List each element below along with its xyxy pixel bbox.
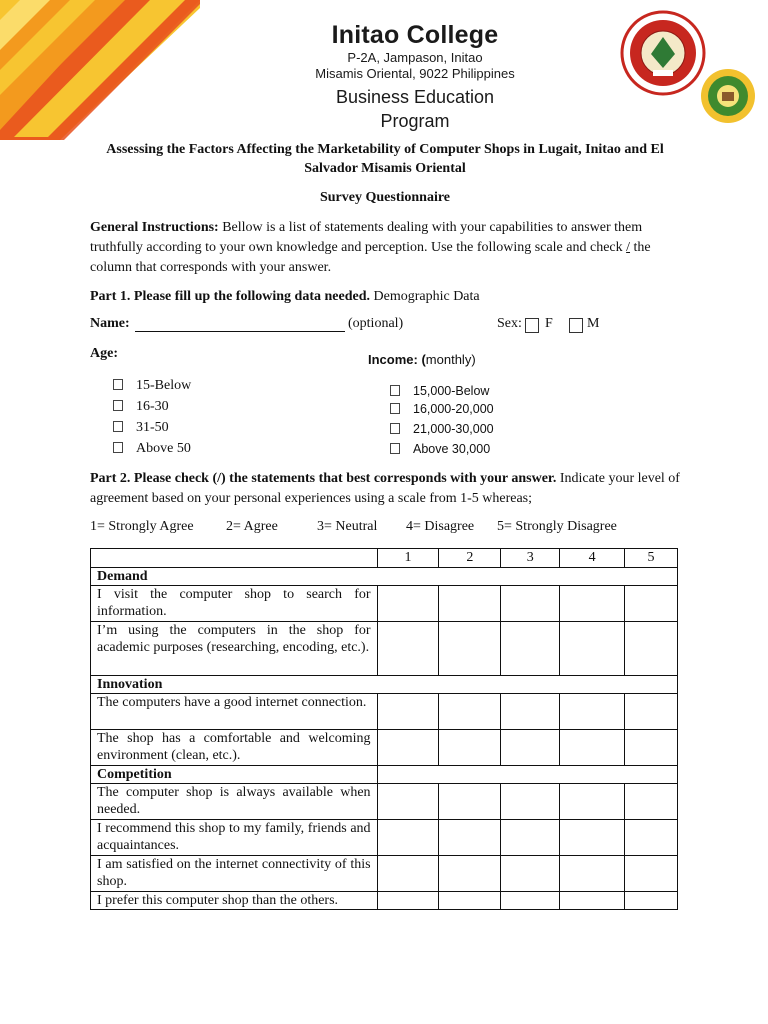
age-option-label: 31-50 [136,420,169,435]
answer-cell[interactable] [501,694,560,730]
table-row [91,730,678,766]
answer-cell[interactable] [625,856,678,892]
college-header [300,20,530,133]
answer-cell[interactable] [439,856,501,892]
income-option[interactable] [390,419,494,439]
scale-legend-item: 2= Agree [226,519,278,534]
table-row [91,694,678,730]
income-option[interactable] [390,381,489,401]
income-checkbox[interactable] [390,403,400,414]
table-row [91,622,678,676]
table-header-blank [91,549,378,568]
answer-cell[interactable] [560,892,625,910]
part2-text: Indicate your level of agreement based on your personal experiences using a scale from 1-5 whereas; [90,471,680,506]
sex-label: Sex: [497,316,522,331]
age-label: Age: [90,346,118,361]
answer-cell[interactable] [377,856,439,892]
answer-cell[interactable] [377,820,439,856]
scale-column-header: 3 [501,549,560,568]
age-option[interactable] [113,439,191,459]
answer-cell[interactable] [560,820,625,856]
scale-column-header: 1 [377,549,439,568]
scale-legend-item: 1= Strongly Agree [90,519,194,534]
name-label: Name: [90,316,130,331]
age-checkbox[interactable] [113,400,123,411]
answer-cell[interactable] [377,784,439,820]
age-option[interactable] [113,376,191,396]
part1-label: Part 1. Please fill up the following data needed. [90,289,370,304]
statement-cell: The computer shop is always available when needed. [91,784,378,820]
answer-cell[interactable] [625,694,678,730]
general-instructions [90,218,690,278]
table-row [91,856,678,892]
section-row-demand [91,568,678,586]
answer-cell[interactable] [501,730,560,766]
answer-cell[interactable] [377,892,439,910]
income-checkbox[interactable] [390,423,400,434]
table-header-row [91,549,678,568]
age-checkbox[interactable] [113,442,123,453]
name-sex-row [90,316,690,336]
address-line-1: P-2A, Jampason, Initao [347,50,483,65]
answer-cell[interactable] [501,784,560,820]
answer-cell[interactable] [439,694,501,730]
income-option-label: 21,000-30,000 [413,422,494,436]
income-label [368,352,476,367]
age-option-label: Above 50 [136,441,191,456]
age-option-label: 15-Below [136,378,192,393]
answer-cell[interactable] [560,856,625,892]
age-option[interactable] [113,397,169,417]
answer-cell[interactable] [560,784,625,820]
income-label-bold: Income: ( [368,352,426,367]
income-option-label: 15,000-Below [413,384,490,398]
age-checkbox[interactable] [113,421,123,432]
answer-cell[interactable] [625,892,678,910]
scale-column-header: 5 [625,549,678,568]
section-blank [377,766,677,784]
check-mark: / [626,240,631,255]
sex-male-checkbox[interactable] [569,318,583,333]
answer-cell[interactable] [439,586,501,622]
statement-cell: I’m using the computers in the shop for academic purposes (researching, encoding, etc.). [91,622,378,676]
section-row-innovation [91,676,678,694]
college-name: Initao College [331,21,499,49]
scale-legend-item: 3= Neutral [317,519,378,534]
part1-text: Demographic Data [370,289,480,304]
answer-cell[interactable] [501,586,560,622]
survey-title: Assessing the Factors Affecting the Marketability of Computer Shops in Lugait, Initao and El Salvador Misamis Oriental [106,142,664,176]
answer-cell[interactable] [377,622,439,676]
instructions-text-end: the column that corresponds with your answer. [90,240,651,275]
answer-cell[interactable] [377,586,439,622]
table-row [91,784,678,820]
income-checkbox[interactable] [390,443,400,454]
sex-female-checkbox[interactable] [525,318,539,333]
section-title: Innovation [91,676,678,694]
answer-cell[interactable] [439,730,501,766]
part2-heading [90,469,690,509]
table-row [91,892,678,910]
statement-cell: I recommend this shop to my family, friends and acquaintances. [91,820,378,856]
section-title: Demand [91,568,678,586]
income-option[interactable] [390,399,494,419]
address-line-2: Misamis Oriental, 9022 Philippines [315,66,515,81]
part2-label: Part 2. Please check (/) the statements that best corresponds with your answer. [90,471,557,486]
answer-cell[interactable] [625,784,678,820]
income-option-label: Above 30,000 [413,442,491,456]
answer-cell[interactable] [625,622,678,676]
statement-cell: I visit the computer shop to search for information. [91,586,378,622]
answer-cell[interactable] [501,622,560,676]
college-seal-logo [620,10,706,96]
answer-cell[interactable] [625,586,678,622]
survey-table [90,548,678,910]
survey-subtitle: Survey Questionnaire [319,190,451,205]
scale-column-header: 4 [560,549,625,568]
section-title: Competition [91,766,378,784]
sex-female-label: F [545,316,553,331]
table-row [91,820,678,856]
answer-cell[interactable] [560,586,625,622]
answer-cell[interactable] [439,622,501,676]
instructions-text: Bellow is a list of statements dealing with your capabilities to answer them truthfully according to your own knowledge and perception. Use the following scale and check [90,220,643,255]
name-field[interactable] [135,331,345,332]
age-checkbox[interactable] [113,379,123,390]
answer-cell[interactable] [439,892,501,910]
income-option[interactable] [390,439,490,459]
age-option-label: 16-30 [136,399,169,414]
answer-cell[interactable] [439,820,501,856]
income-label-rest: monthly) [425,352,476,367]
table-row [91,586,678,622]
income-checkbox[interactable] [390,385,400,396]
scale-legend-item: 4= Disagree [406,519,475,534]
income-option-label: 16,000-20,000 [413,402,494,416]
name-optional-note: (optional) [348,316,404,331]
section-row-competition [91,766,678,784]
answer-cell[interactable] [439,784,501,820]
sex-male-label: M [587,316,600,331]
instructions-label: General Instructions: [90,220,219,235]
statement-cell: The computers have a good internet connection. [91,694,378,730]
statement-cell: I prefer this computer shop than the others. [91,892,378,910]
program-name: Business Education Program [335,87,495,131]
answer-cell[interactable] [501,892,560,910]
program-seal-logo [700,68,756,124]
answer-cell[interactable] [625,730,678,766]
age-option[interactable] [113,418,169,438]
header-decoration [0,0,200,140]
answer-cell[interactable] [501,820,560,856]
scale-column-header: 2 [439,549,501,568]
part1-heading [90,287,690,307]
statement-cell: The shop has a comfortable and welcoming environment (clean, etc.). [91,730,378,766]
answer-cell[interactable] [560,694,625,730]
answer-cell[interactable] [625,820,678,856]
statement-cell: I am satisfied on the internet connectivity of this shop. [91,856,378,892]
answer-cell[interactable] [501,856,560,892]
answer-cell[interactable] [560,730,625,766]
answer-cell[interactable] [377,694,439,730]
scale-legend-item: 5= Strongly Disagree [497,519,617,534]
answer-cell[interactable] [560,622,625,676]
answer-cell[interactable] [377,730,439,766]
